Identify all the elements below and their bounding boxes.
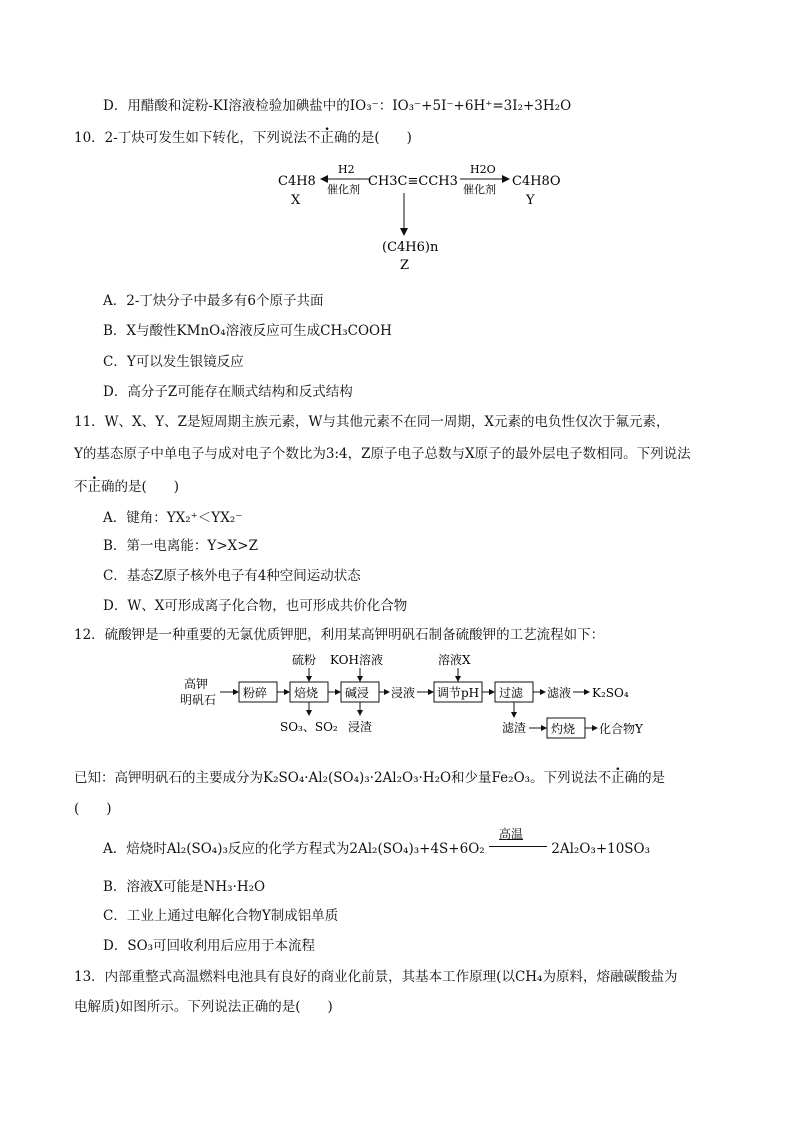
q10-stem-post: 的是( ) [347,130,412,146]
q11-stem-emphasis: 不正确 [74,479,115,495]
q10-option-a: A．2-丁炔分子中最多有6个原子共面 [103,293,324,309]
q12-option-a-condition-text: 高温 [498,827,523,841]
q12-box-roast-label: 焙烧 [294,686,319,700]
q12-arrowhead-ph [489,689,495,695]
q12-start-line2: 明矾石 [180,693,217,707]
q12-arrowhead-sulfur [306,676,312,682]
q12-box-ph-label: 调节pH [437,686,480,700]
q11-option-c: C．基态Z原子核外电子有4种空间运动状态 [103,568,361,584]
q13-stem-line2: 电解质)如图所示。下列说法正确的是( ) [74,999,333,1015]
q12-compound-y: 化合物Y [599,722,643,736]
q10-z-formula: (C4H6)n [382,240,439,255]
q11-option-b: B．第一电离能：Y>X>Z [103,538,258,554]
q10-stem-pre: 10．2-丁炔可发生如下转化，下列说法 [74,130,307,146]
q12-known-emphasis: 不正确 [597,770,639,786]
q12-start-line1: 高钾 [184,677,209,691]
q10-y-formula: C4H8O [512,174,561,189]
q10-z-label: Z [400,258,410,273]
q12-arrowhead-leachate [428,689,434,695]
q12-arrowhead-filter [540,689,546,695]
q12-known [74,769,665,787]
q11-option-a: A．键角：YX₂⁺＜YX₂⁻ [103,510,243,526]
q12-arrowhead-x [455,676,461,682]
q12-process-flow [180,648,660,743]
q12-paren: ( ) [74,801,112,817]
q10-center-formula: CH3C≡CCH3 [368,174,458,189]
q12-arrowhead-roast [335,689,341,695]
q10-y-label: Y [526,193,535,208]
q12-option-a-pre: A．焙烧时Al₂(SO₄)₃反应的化学方程式为2Al₂(SO₄)₃+4S+6O₂ [103,841,485,857]
q12-option-b: B．溶液X可能是NH₃·H₂O [103,879,266,895]
q11-option-d: D．W、X可形成离子化合物，也可形成共价化合物 [103,598,408,614]
q12-filtrate: 滤液 [547,686,572,700]
q10-reagent-right-top: H2O [470,163,496,176]
q9-option-d: D．用醋酸和淀粉-KI溶液检验加碘盐中的IO₃⁻：IO₃⁻+5I⁻+6H⁺=3I₂+3H₂O [103,98,572,114]
q11-stem-line1: 11．W、X、Y、Z是短周期主族元素，W与其他元素不在同一周期，X元素的电负性仅次于氟元素， [74,414,670,430]
q12-box-leach-label: 碱浸 [345,686,370,700]
q12-option-c: C．工业上通过电解化合物Y制成铝单质 [103,908,339,924]
q12-arrowhead-calcine [592,725,598,731]
q12-input-sulfur: 硫粉 [292,653,317,667]
q10-arrow-left-head [320,175,328,183]
q12-arrowhead-gas [306,710,312,716]
q10-x-label: X [291,193,301,208]
q10-reaction-scheme [260,155,590,275]
q10-reagent-right-bottom: 催化剂 [463,183,496,196]
q10-stem [74,129,412,147]
q11-stem-post: 的是( ) [114,479,180,495]
q10-arrow-down-head [400,228,408,236]
q10-option-b: B．X与酸性KMnO₄溶液反应可生成CH₃COOH [103,323,392,339]
q10-x-formula: C4H8 [278,174,316,189]
q12-box-crush-label: 粉碎 [243,686,268,700]
q12-option-a-condition [489,827,547,858]
q12-filter-residue: 滤渣 [502,721,527,735]
q10-reagent-left-bottom: 催化剂 [327,183,360,196]
q10-arrow-right-head [502,175,510,183]
q12-product: K₂SO₄ [592,686,629,700]
q12-output-residue: 浸渣 [348,720,373,734]
q12-arrowhead-leach [384,689,390,695]
q10-option-c: C．Y可以发生银镜反应 [103,354,244,370]
q12-known-pre: 已知：高钾明矾石的主要成分为K₂SO₄·Al₂(SO₄)₃·2Al₂O₃·H₂O和少量Fe₂O₃。下列说法 [74,770,598,786]
q12-stem: 12．硫酸钾是一种重要的无氯优质钾肥，利用某高钾明矾石制备硫酸钾的工艺流程如下： [74,627,605,643]
q12-option-a-post: 2Al₂O₃+10SO₃ [551,841,651,857]
q11-stem-line3 [74,478,179,496]
q12-leachate: 浸液 [391,686,416,700]
q12-output-gas: SO₃、SO₂ [280,720,338,734]
q12-box-calcine-label: 灼烧 [551,722,576,736]
q12-arrowhead-filtrate [584,689,590,695]
q10-stem-emphasis: 不正确 [306,130,348,146]
q12-arrowhead-koh [357,676,363,682]
q11-stem-line2: Y的基态原子中单电子与成对电子个数比为3:4，Z原子电子总数与X原子的最外层电子数相同。下列说法 [74,446,691,462]
q10-option-d: D．高分子Z可能存在顺式结构和反式结构 [103,384,353,400]
q12-option-a-condition-line [489,846,547,847]
q12-arrowhead-residue-calcine [541,725,547,731]
q12-arrowhead-start [233,689,239,695]
q12-input-koh: KOH溶液 [330,653,383,667]
q12-known-post: 的是 [638,770,666,786]
q12-arrowhead-crush [284,689,290,695]
q12-input-x: 溶液X [438,653,471,667]
q12-option-d: D．SO₃可回收利用后应用于本流程 [103,938,316,954]
q13-stem-line1: 13．内部重整式高温燃料电池具有良好的商业化前景，其基本工作原理(以CH₄为原料，熔融碳酸盐为 [74,969,678,985]
q12-box-filter-label: 过滤 [499,686,524,700]
q12-arrowhead-filter-down [511,712,517,718]
q10-reagent-left-top: H2 [338,163,355,176]
q12-arrowhead-residue [357,710,363,716]
q12-option-a [103,827,651,858]
